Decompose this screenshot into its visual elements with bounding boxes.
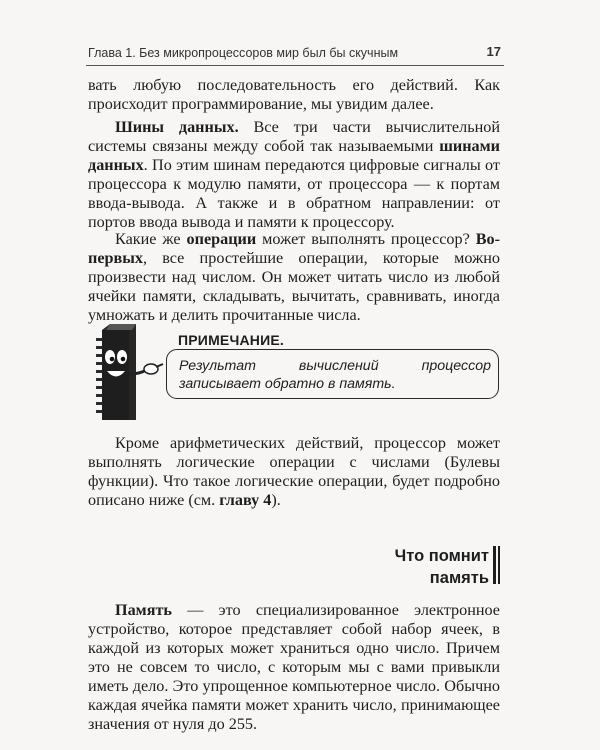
paragraph-logic: Кроме арифметических действий, процессор может выполнять логические операции с числами (Булевы функции). Что такое логические операции, будет подробно описано ниже (см. главу 4). (88, 434, 500, 509)
paragraph-operations: Какие же операции может выполнять процессор? Во-первых, все простейшие операции, которые можно произвести над числом. Он может читать число из любой ячейки памяти, складывать, вычитать, сравнивать, иногда умножать и делить прочитанные числа. (88, 230, 500, 324)
section-heading: Что помнит память (394, 547, 489, 587)
chip-mascot-icon (96, 324, 166, 424)
paragraph-continuation: вать любую последовательность его действий. Как происходит программирование, мы увидим далее. (88, 76, 500, 113)
note-title: ПРИМЕЧАНИЕ. (178, 332, 285, 348)
chapter-title: Глава 1. Без микропроцессоров мир был бы скучным (88, 46, 399, 60)
page-number: 17 (486, 44, 501, 59)
header-rule (86, 65, 504, 66)
running-header (88, 43, 504, 63)
note-text: Результат вычислений процессор записывает обратно в память. (179, 358, 491, 392)
paragraph-memory: Память — это специализированное электронное устройство, которое представляет собой набор ячеек, в каждой из которых может храниться одно число. Причем это не совсем то число, с которым мы с вами привыкли иметь дело. Это упрощенное компьютерное число. Обычно каждая ячейка памяти может хранить число, принимающее значения от нуля до 255. (88, 601, 500, 733)
paragraph-data-buses: Шины данных. Все три части вычислительной системы связаны между собой так называемыми шинами данных. По этим шинам передаются цифровые сигналы от процессора к модулю памяти, от процессора — к портам ввода-вывода. А также и в обратном направлении: от портов ввода вывода и памяти к процессору. (88, 118, 500, 231)
section-marker-bar (493, 546, 496, 584)
section-marker-bar (498, 546, 500, 584)
